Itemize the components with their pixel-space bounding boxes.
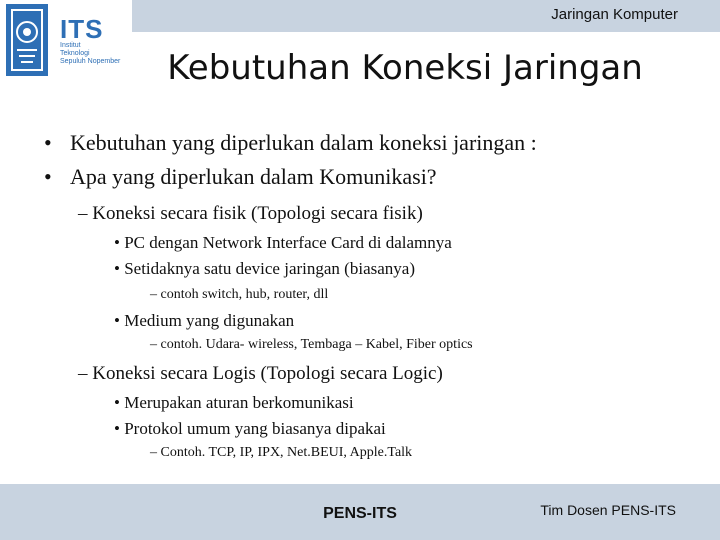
- section-physical: – Koneksi secara fisik (Topologi secara fisik): [78, 203, 423, 224]
- bullet-mark: •: [44, 130, 52, 155]
- list-item: • Protokol umum yang biasanya dipakai: [114, 419, 386, 438]
- header-band: [132, 0, 720, 32]
- bullet-text: Apa yang diperlukan dalam Komunikasi?: [70, 164, 437, 189]
- footer-right-label: Tim Dosen PENS-ITS: [540, 502, 676, 518]
- sub-list-item: – contoh switch, hub, router, dll: [150, 287, 329, 302]
- section-logical: – Koneksi secara Logis (Topologi secara Logic): [78, 363, 443, 384]
- logo-line-1: Institut: [60, 42, 81, 49]
- footer-band: [0, 484, 720, 540]
- sub-list-item: – Contoh. TCP, IP, IPX, Net.BEUI, Apple.Talk: [150, 445, 413, 460]
- header-title: Jaringan Komputer: [551, 6, 678, 23]
- logo-line-3: Sepuluh Nopember: [60, 58, 121, 65]
- slide-title: Kebutuhan Koneksi Jaringan: [167, 48, 643, 88]
- list-item: • Merupakan aturan berkomunikasi: [114, 393, 354, 412]
- footer-center-label: PENS-ITS: [323, 505, 397, 522]
- bullet-text: Kebutuhan yang diperlukan dalam koneksi jaringan :: [70, 130, 537, 155]
- sub-list-item: – contoh. Udara- wireless, Tembaga – Kabel, Fiber optics: [150, 337, 473, 352]
- logo-line-2: Teknologi: [60, 50, 90, 57]
- list-item: • Medium yang digunakan: [114, 311, 295, 330]
- bullet-mark: •: [44, 164, 52, 189]
- list-item: • PC dengan Network Interface Card di dalamnya: [114, 233, 452, 252]
- logo-name: ITS: [60, 14, 104, 44]
- list-item: • Setidaknya satu device jaringan (biasanya): [114, 259, 415, 278]
